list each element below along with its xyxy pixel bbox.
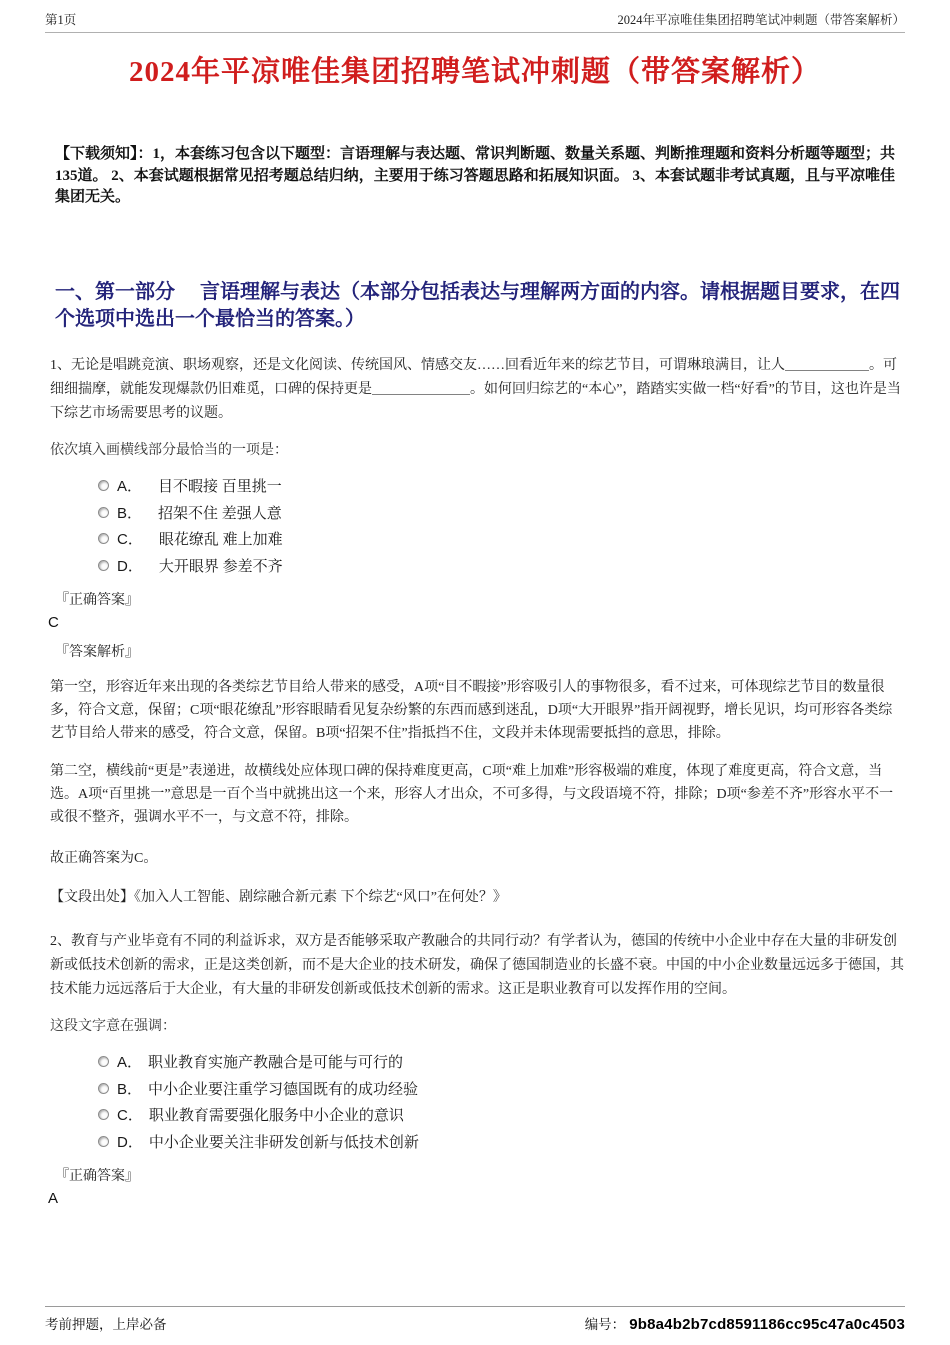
option-letter: D．	[117, 557, 143, 575]
footer-document-id	[585, 1313, 905, 1333]
option-text: 眼花缭乱 难上加难	[158, 532, 283, 549]
question-2	[0, 930, 950, 1207]
radio-button-icon[interactable]	[98, 1109, 109, 1120]
radio-button-icon[interactable]	[98, 560, 109, 571]
question-2-option-d[interactable]	[98, 1128, 950, 1155]
correct-answer-value: C	[48, 613, 59, 631]
analysis-paragraph-1: 第一空，形容近年来出现的各类综艺节目给人带来的感受，A项“目不暇接”形容吸引人的事物很多，看不过来，可体现综艺节目的数量很多，符合文意，保留；C项“眼花缭乱”形容眼睛看见复杂纷繁的东西而感到迷乱，D项“大开眼界”指开阔视野，增长见识，均可形容各类综艺节目给人带来的感受，符合文意，保留。B项“招架不住”指抵挡不住，文段并未体现需要抵挡的意思，排除。	[50, 679, 893, 741]
analysis-conclusion: 故正确答案为C。	[50, 850, 158, 866]
option-text: 中小企业要关注非研发创新与低技术创新	[148, 1134, 419, 1151]
option-text: 职业教育实施产教融合是可能与可行的	[148, 1055, 404, 1072]
question-2-options	[98, 1049, 950, 1155]
analysis-label: 『答案解析』	[55, 644, 139, 660]
passage-source: 【文段出处】《加入人工智能、剧综融合新元素 下个综艺“风口”在何处？》	[50, 889, 507, 905]
radio-button-icon[interactable]	[98, 480, 109, 491]
option-letter: A．	[117, 478, 143, 496]
question-1-option-d[interactable]	[98, 552, 950, 579]
question-2-option-c[interactable]	[98, 1102, 950, 1129]
question-2-option-a[interactable]	[98, 1049, 950, 1076]
radio-button-icon[interactable]	[98, 1083, 109, 1094]
option-text: 大开眼界 参差不齐	[158, 558, 283, 575]
question-1	[0, 354, 950, 909]
question-2-prompt: 这段文字意在强调：	[50, 1018, 176, 1034]
footer-code-label: 编号：	[584, 1317, 626, 1332]
correct-answer-label: 『正确答案』	[55, 592, 139, 608]
page-footer	[45, 1306, 905, 1333]
radio-button-icon[interactable]	[98, 533, 109, 544]
question-1-option-a[interactable]	[98, 473, 950, 500]
option-letter: A．	[117, 1054, 143, 1072]
footer-slogan: 考前押题，上岸必备	[45, 1317, 167, 1332]
question-2-option-b[interactable]	[98, 1075, 950, 1102]
question-1-option-b[interactable]	[98, 499, 950, 526]
radio-button-icon[interactable]	[98, 507, 109, 518]
option-letter: B．	[117, 1080, 143, 1098]
option-text: 招架不住 差强人意	[158, 505, 282, 522]
question-1-prompt: 依次填入画横线部分最恰当的一项是：	[50, 442, 288, 458]
question-2-stem: 2、教育与产业毕竟有不同的利益诉求，双方是否能够采取产教融合的共同行动？有学者认为，德国的传统中小企业中存在大量的非研发创新或低技术创新的需求，正是这类创新，而不是大企业的技术研发，确保了德国制造业的长盛不衰。中国的中小企业数量远远多于德国，其技术能力远远落后于大企业，有大量的非研发创新或低技术创新的需求。这正是职业教育可以发挥作用的空间。	[50, 933, 904, 997]
option-letter: B．	[117, 504, 143, 522]
question-1-option-c[interactable]	[98, 526, 950, 553]
option-text: 目不暇接 百里挑一	[158, 479, 282, 496]
analysis-paragraph-2: 第二空，横线前“更是”表递进，故横线处应体现口碑的保持难度更高，C项“难上加难”形容极端的难度，体现了难度更高，符合文意，当选。A项“百里挑一”意思是一百个当中就挑出这一个来，形容人才出众，不可多得，与文段语境不符，排除；D项“参差不齐”形容水平不一或很不整齐，强调水平不一，与文意不符，排除。	[50, 763, 894, 825]
option-text: 职业教育需要强化服务中小企业的意识	[148, 1108, 404, 1125]
footer-code-value: 9b8a4b2b7cd8591186cc95c47a0c4503	[629, 1316, 905, 1333]
option-text: 中小企业要注重学习德国既有的成功经验	[148, 1081, 419, 1098]
radio-button-icon[interactable]	[98, 1056, 109, 1067]
question-1-stem: 1、无论是唱跳竞演、职场观察，还是文化阅读、传统国风、情感交友……回看近年来的综艺节目，可谓琳琅满目，让人＿＿＿＿＿＿。可细细揣摩，就能发现爆款仍旧难觅，口碑的保持更是＿＿＿＿＿＿＿。如何回归综艺的“本心”，踏踏实实做一档“好看”的节目，这也许是当下综艺市场需要思考的议题。	[50, 357, 901, 421]
option-letter: C．	[117, 1107, 143, 1125]
section-heading: 一、第一部分 言语理解与表达（本部分包括表达与理解两方面的内容。请根据题目要求，在四个选项中选出一个最恰当的答案。）	[55, 280, 900, 330]
page-header	[45, 0, 905, 33]
question-1-options	[98, 473, 950, 579]
download-notice: 【下载须知】：1，本套练习包含以下题型：言语理解与表达题、常识判断题、数量关系题、判断推理题和资料分析题等题型；共135道。 2、本套试题根据常见招考题总结归纳，主要用于练习答题思路和拓展知识面。 3、本套试题非考试真题，且与平凉唯佳集团无关。	[55, 146, 896, 205]
option-letter: D．	[117, 1133, 143, 1151]
correct-answer-label: 『正确答案』	[55, 1168, 139, 1184]
header-doc-title: 2024年平凉唯佳集团招聘笔试冲刺题（带答案解析）	[617, 13, 905, 27]
radio-button-icon[interactable]	[98, 1136, 109, 1147]
correct-answer-value: A	[48, 1189, 59, 1207]
document-title: 2024年平凉唯佳集团招聘笔试冲刺题（带答案解析）	[128, 56, 821, 88]
page-number: 第1页	[45, 13, 77, 27]
option-letter: C．	[117, 531, 143, 549]
